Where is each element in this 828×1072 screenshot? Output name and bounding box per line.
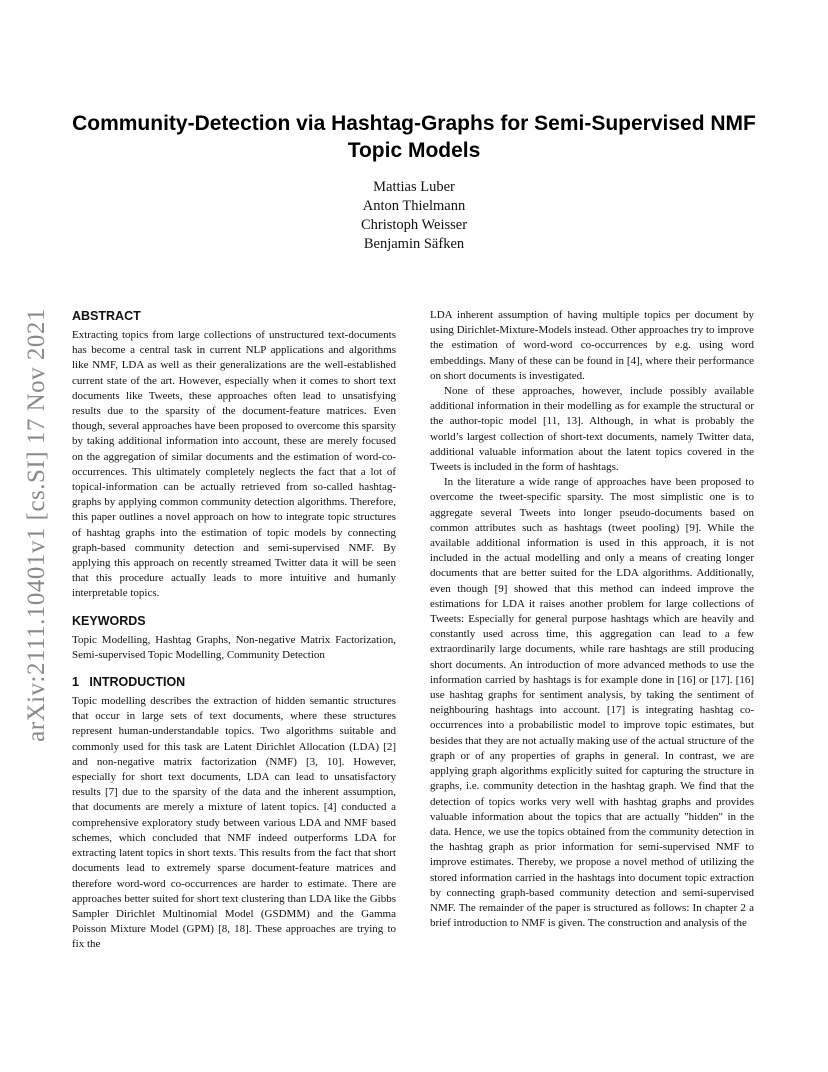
author-name: Anton Thielmann [362, 198, 466, 214]
arxiv-identifier-text: arXiv:2111.10401v1 [cs.SI] 17 Nov 2021 [23, 308, 50, 742]
introduction-paragraph: None of these approaches, however, include possibly available additional information in their modelling as for example the structural or the author-topic model [11, 13]. Although, in what is probably the world’s largest collection of short-text documents, namely Twitter data, additional valuable information about the latent topics covered in the Tweets is included in the form of hashtags. [430, 385, 754, 474]
abstract-heading: ABSTRACT [72, 309, 141, 323]
introduction-paragraph: Topic modelling describes the extraction of hidden semantic structures that occur in large sets of text documents, where these structures represent human-understandable topics. Two algorithms suitable and commonly used for this task are Latent Dirichlet Allocation (LDA) [2] and non-negative matrix factorization (NMF) [3, 10]. However, especially for short text documents, LDA can lead to unsatisfactory results [7] due to the sparsity of the data and the inherent assumption, that documents are merely a mixture of latent topics. [4] conducted a comprehensive exploratory study between various LDA and NMF based schemes, which concluded that NMF indeed outperforms LDA for extracting latent topics in short texts. This results from the fact that short documents lead to extremely sparse document-feature matrices and therefore word-word co-occurrences are harder to estimate. There are approaches better suited for short text clustering than LDA like the Gibbs Sampler Dirichlet Multinomial Model (GSDMM) and the Gamma Poisson Mixture Model (GPM) [8, 18]. These approaches are trying to fix the [72, 695, 396, 951]
author-name: Benjamin Säfken [363, 236, 465, 252]
author-list [214, 178, 614, 254]
arxiv-identifier-stamp [24, 294, 50, 756]
left-column [72, 308, 396, 953]
paper-title: Community-Detection via Hashtag-Graphs for Semi-Supervised NMF Topic Models [72, 112, 756, 162]
introduction-paragraph: LDA inherent assumption of having multiple topics per document by using Dirichlet-Mixture-Models instead. Other approaches try to improve the estimation of word-word co-occurrences by e.g. using word embeddings. Many of these can be found in [4], where their performance on short documents is investigated. [430, 309, 754, 382]
abstract-text: Extracting topics from large collections of unstructured text-documents has become a central task in current NLP applications and algorithms like NMF, LDA as well as their generalizations are the well-established current state of the art. However, especially when it comes to short text documents like Tweets, these approaches often lead to unsatisfying results due to the sparsity of the document-feature matrices. Even though, several approaches have been proposed to overcome this sparsity by taking additional information into account, these are merely focused on the aggregation of similar documents and the estimation of word-co-occurrences. This ultimately completely neglects the fact that a lot of topical-information can be actually retrieved from so-called hashtag-graphs by applying common community detection algorithms. Therefore, this paper outlines a novel approach on how to integrate topic structures of hashtag graphs into the estimation of topic models by connecting graph-based community detection and semi-supervised NMF. By applying this approach on recently streamed Twitter data it will be seen that this procedure actually leads to more intuitive and humanly interpretable topics. [72, 329, 396, 600]
author-name: Christoph Weisser [360, 217, 468, 233]
right-column [430, 308, 754, 931]
keywords-heading: KEYWORDS [72, 613, 146, 628]
introduction-paragraph: In the literature a wide range of approaches have been proposed to overcome the tweet-specific sparsity. The most simplistic one is to aggregate several Tweets into longer pseudo-documents based on common attributes such as hashtags (tweet pooling) [9]. While the available additional information is used in this approach, it is not included in the actual modelling and only a means of creating longer documents that are better suited for the LDA algorithms. Additionally, even though [9] showed that this method can indeed improve the estimations for LDA it raises another problem for large collections of Tweets: Especially for general purpose hashtags which are heavily and constantly used across time, this aggregation can lead to a few extraordinarily large documents, while rare hashtags are still producing short documents. An introduction of more advanced methods to use the information carried by hashtags is for example done in [16] or [17]. [16] use hashtag graphs for sentiment analysis, by taking the sentiment of neighbouring hashtags into account. [17] is integrating hashtag co-occurrences into a probabilistic model to improve topic estimates, but besides that they are not actually making use of the actual structure of the graph or of any properties of graphs in general. In contrast, we are applying graph algorithms explicitly suited for capturing the structure in graphs, i.e. community detection in the hashtag graph. We find that the detection of topics works very well with hashtag graphs and provides valuable information about the topics that are actually "hidden" in the data. Hence, we use the topics obtained from the community detection in the hashtag graph as prior information for semi-supervised NMF to improve estimates. Thereby, we propose a novel method of utilizing the stored information carried in the hashtags into document topic extraction by connecting graph-based community detection and semi-supervised NMF. The remainder of the paper is structured as follows: In chapter 2 a brief introduction to NMF is given. The construction and analysis of the [430, 476, 754, 930]
author-name: Mattias Luber [373, 179, 455, 195]
introduction-heading: 1 INTRODUCTION [72, 675, 186, 690]
keywords-text: Topic Modelling, Hashtag Graphs, Non-negative Matrix Factorization, Semi-supervised Topic Modelling, Community Detection [72, 633, 396, 661]
